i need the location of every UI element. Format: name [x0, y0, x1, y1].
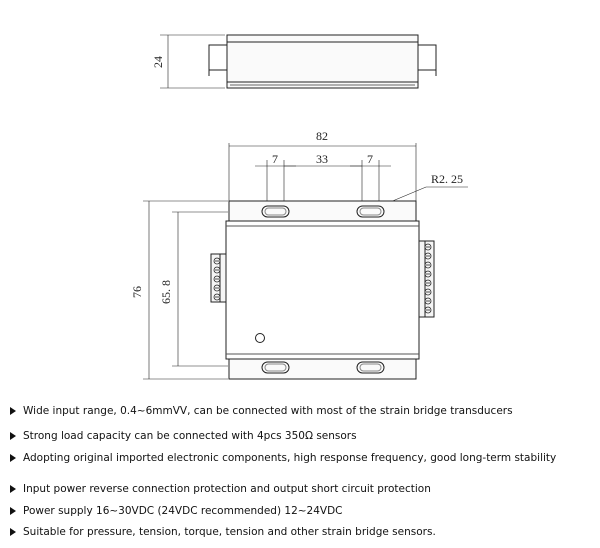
feature-text: Power supply 16~30VDC (24VDC recommended) 12~24VDC	[23, 505, 343, 517]
feature-text: Adopting original imported electronic components, high response frequency, good long-term stability	[23, 452, 557, 464]
dim-width-total: 82	[316, 129, 328, 143]
bullet-icon	[10, 507, 16, 515]
dim-body-height: 65. 8	[159, 280, 173, 304]
dim-corner-radius: R2. 25	[431, 172, 464, 186]
dim-slot-width-left: 7	[272, 152, 278, 166]
feature-text: Wide input range, 0.4~6mmVV, can be connected with most of the strain bridge transducers	[23, 405, 513, 417]
front-view	[211, 201, 434, 379]
bullet-icon	[10, 454, 16, 462]
feature-item	[10, 404, 513, 418]
dim-slot-width-right: 7	[367, 152, 373, 166]
dim-slot-spacing: 33	[316, 152, 328, 166]
feature-item	[10, 504, 343, 518]
bullet-icon	[10, 407, 16, 415]
feature-text: Strong load capacity can be connected with 4pcs 350Ω sensors	[23, 430, 357, 442]
right-terminal-block	[419, 241, 434, 317]
bullet-icon	[10, 432, 16, 440]
feature-text: Suitable for pressure, tension, torque, tension and other strain bridge sensors.	[23, 526, 436, 538]
side-view	[160, 35, 436, 88]
feature-text: Input power reverse connection protection and output short circuit protection	[23, 483, 431, 495]
bullet-icon	[10, 528, 16, 536]
feature-item	[10, 429, 357, 443]
bullet-icon	[10, 485, 16, 493]
dim-total-height: 76	[130, 286, 144, 298]
feature-item	[10, 525, 436, 539]
feature-item	[10, 482, 431, 496]
feature-item	[10, 451, 556, 465]
dim-height-side: 24	[151, 56, 165, 68]
